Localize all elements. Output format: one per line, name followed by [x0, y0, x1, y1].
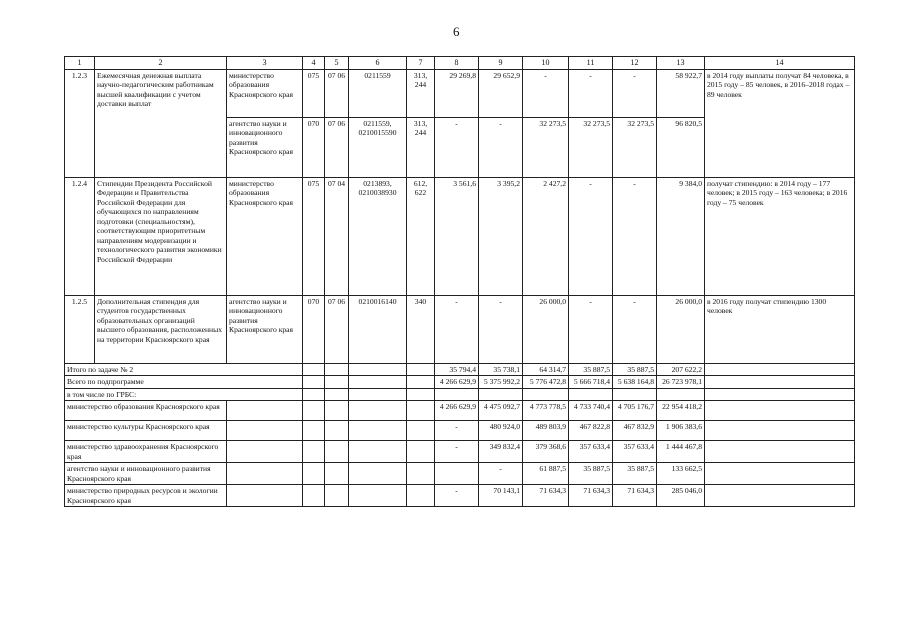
grbs-name: агентство науки и инновационного развития Красноярского края: [227, 118, 303, 178]
amount-2016: 61 887,5: [523, 463, 569, 485]
total-label: министерство природных ресурсов и экологии Красноярского края: [65, 485, 227, 507]
empty-cell: [349, 388, 407, 400]
section-code: 07 04: [325, 178, 349, 296]
empty-cell: [303, 421, 325, 441]
col-header: 10: [523, 57, 569, 70]
empty-cell: [407, 441, 435, 463]
empty-cell: [303, 441, 325, 463]
amount-2015: -: [479, 296, 523, 364]
amount-2016: 71 634,3: [523, 485, 569, 507]
amount-2014: 4 266 629,9: [435, 401, 479, 421]
amount-2017: -: [569, 70, 613, 118]
measure-name: Ежемесячная денежная выплата научно-педагогическим работникам высшей квалификации с учетом доставки выплат: [95, 70, 227, 178]
measure-number: 1.2.3: [65, 70, 95, 178]
amount-2014: -: [435, 441, 479, 463]
empty-cell: [303, 388, 325, 400]
amount-2015: -: [479, 463, 523, 485]
amount-2016: 4 773 778,5: [523, 401, 569, 421]
amount-2015: -: [479, 118, 523, 178]
empty-cell: [325, 388, 349, 400]
grbs-name: агентство науки и инновационного развития Красноярского края: [227, 296, 303, 364]
amount-2018: 32 273,5: [613, 118, 657, 178]
empty-cell: [349, 364, 407, 376]
col-header: 9: [479, 57, 523, 70]
amount-2018: 357 633,4: [613, 441, 657, 463]
total-row: [65, 421, 855, 441]
amount-2015: 480 924,0: [479, 421, 523, 441]
amount-2016: 379 368,6: [523, 441, 569, 463]
total-row: [65, 441, 855, 463]
empty-cell: [325, 376, 349, 388]
amount-2016: 26 000,0: [523, 296, 569, 364]
empty-cell: [407, 364, 435, 376]
amount-total: 9 384,0: [657, 178, 705, 296]
amount-2014: 35 794,4: [435, 364, 479, 376]
section-code: 07 06: [325, 70, 349, 118]
col-header: 1: [65, 57, 95, 70]
amount-2014: -: [435, 296, 479, 364]
amount-2014: -: [435, 118, 479, 178]
empty-cell: [227, 401, 303, 421]
empty-cell: [407, 376, 435, 388]
target-article: 0211559, 0210015590: [349, 118, 407, 178]
amount-2014: -: [435, 421, 479, 441]
amount-2014: [435, 463, 479, 485]
empty-cell: [479, 388, 523, 400]
empty-cell: [705, 376, 855, 388]
amount-2017: 71 634,3: [569, 485, 613, 507]
col-header: 8: [435, 57, 479, 70]
amount-2016: -: [523, 70, 569, 118]
amount-2015: 5 375 992,2: [479, 376, 523, 388]
amount-total: 96 820,5: [657, 118, 705, 178]
grbs-code: 070: [303, 296, 325, 364]
expense-type: 612, 622: [407, 178, 435, 296]
amount-2017: 467 822,8: [569, 421, 613, 441]
empty-cell: [303, 463, 325, 485]
total-row: [65, 376, 855, 388]
empty-cell: [325, 364, 349, 376]
total-row: [65, 388, 855, 400]
amount-2018: 5 638 164,8: [613, 376, 657, 388]
amount-2017: 32 273,5: [569, 118, 613, 178]
empty-cell: [303, 401, 325, 421]
amount-2017: -: [569, 296, 613, 364]
amount-2018: 35 887,5: [613, 463, 657, 485]
empty-cell: [349, 401, 407, 421]
empty-cell: [303, 485, 325, 507]
table-row: [65, 296, 855, 364]
empty-cell: [303, 364, 325, 376]
amount-2017: -: [569, 178, 613, 296]
empty-cell: [705, 401, 855, 421]
col-header: 7: [407, 57, 435, 70]
amount-2015: 3 395,2: [479, 178, 523, 296]
total-label: Всего по подпрограмме: [65, 376, 303, 388]
empty-cell: [705, 421, 855, 441]
grbs-name: министерство образования Красноярского края: [227, 70, 303, 118]
grbs-name: министерство образования Красноярского края: [227, 178, 303, 296]
total-row: [65, 364, 855, 376]
empty-cell: [435, 388, 479, 400]
expense-type: 340: [407, 296, 435, 364]
measure-name: Стипендии Президента Российской Федерации и Правительства Российской Федерации для обучающихся по направлениям подготовки (специальностям), соответствующим приоритетным направлениям модернизации и технологического развития экономики Российской Федерации: [95, 178, 227, 296]
expected-result: получат стипендию: в 2014 году – 177 человек; в 2015 году – 163 человека; в 2016 году – 75 человек: [705, 178, 855, 296]
empty-cell: [227, 485, 303, 507]
amount-2018: 71 634,3: [613, 485, 657, 507]
section-code: 07 06: [325, 296, 349, 364]
empty-cell: [705, 388, 855, 400]
empty-cell: [349, 421, 407, 441]
amount-total: 285 046,0: [657, 485, 705, 507]
measure-number: 1.2.5: [65, 296, 95, 364]
measure-name: Дополнительная стипендия для студентов государственных образовательных организаций высшего образования, расположенных на территории Красноярского края: [95, 296, 227, 364]
amount-2017: 35 887,5: [569, 364, 613, 376]
empty-cell: [613, 388, 657, 400]
empty-cell: [227, 421, 303, 441]
amount-2017: 5 666 718,4: [569, 376, 613, 388]
amount-total: 26 723 978,1: [657, 376, 705, 388]
subprogram-measures-table: [64, 56, 855, 507]
amount-2016: 2 427,2: [523, 178, 569, 296]
total-row: [65, 463, 855, 485]
target-article: 0210016140: [349, 296, 407, 364]
total-row: [65, 401, 855, 421]
amount-2014: 4 266 629,9: [435, 376, 479, 388]
table-row: [65, 178, 855, 296]
total-label: агентство науки и инновационного развития Красноярского края: [65, 463, 227, 485]
grbs-code: 075: [303, 178, 325, 296]
empty-cell: [705, 463, 855, 485]
col-header: 13: [657, 57, 705, 70]
empty-cell: [407, 463, 435, 485]
amount-2016: 32 273,5: [523, 118, 569, 178]
expected-result: в 2016 году получат стипендию 1300 человек: [705, 296, 855, 364]
empty-cell: [657, 388, 705, 400]
empty-cell: [325, 463, 349, 485]
amount-total: 1 444 467,8: [657, 441, 705, 463]
expected-result: в 2014 году выплаты получат 84 человека, в 2015 году – 85 человек, в 2016–2018 годах – 89 человек: [705, 70, 855, 178]
amount-2018: -: [613, 70, 657, 118]
empty-cell: [407, 388, 435, 400]
total-label: министерство здравоохранения Красноярского края: [65, 441, 227, 463]
amount-2016: 5 776 472,8: [523, 376, 569, 388]
measure-number: 1.2.4: [65, 178, 95, 296]
amount-total: 58 922,7: [657, 70, 705, 118]
empty-cell: [407, 485, 435, 507]
column-number-row: [65, 57, 855, 70]
amount-2017: 4 733 740,4: [569, 401, 613, 421]
empty-cell: [349, 441, 407, 463]
empty-cell: [227, 463, 303, 485]
amount-2017: 357 633,4: [569, 441, 613, 463]
target-article: 0211559: [349, 70, 407, 118]
page-number: 6: [453, 24, 460, 39]
col-header: 2: [95, 57, 227, 70]
col-header: 5: [325, 57, 349, 70]
empty-cell: [705, 441, 855, 463]
amount-2018: -: [613, 296, 657, 364]
amount-total: 133 662,5: [657, 463, 705, 485]
amount-2018: 35 887,5: [613, 364, 657, 376]
empty-cell: [325, 441, 349, 463]
amount-2018: -: [613, 178, 657, 296]
target-article: 0213893, 0210038930: [349, 178, 407, 296]
empty-cell: [705, 485, 855, 507]
total-label: министерство образования Красноярского края: [65, 401, 227, 421]
empty-cell: [523, 388, 569, 400]
empty-cell: [349, 376, 407, 388]
amount-2017: 35 887,5: [569, 463, 613, 485]
amount-2016: 64 314,7: [523, 364, 569, 376]
col-header: 12: [613, 57, 657, 70]
table-row: [65, 70, 855, 118]
amount-2015: 4 475 092,7: [479, 401, 523, 421]
expense-type: 313, 244: [407, 118, 435, 178]
empty-cell: [407, 421, 435, 441]
amount-2015: 35 738,1: [479, 364, 523, 376]
empty-cell: [227, 441, 303, 463]
total-label: в том числе по ГРБС:: [65, 388, 303, 400]
amount-total: 1 906 383,6: [657, 421, 705, 441]
amount-2015: 70 143,1: [479, 485, 523, 507]
empty-cell: [569, 388, 613, 400]
empty-cell: [705, 364, 855, 376]
expense-type: 313, 244: [407, 70, 435, 118]
empty-cell: [325, 401, 349, 421]
grbs-code: 075: [303, 70, 325, 118]
amount-total: 22 954 418,2: [657, 401, 705, 421]
amount-2018: 467 832,9: [613, 421, 657, 441]
amount-2015: 29 652,9: [479, 70, 523, 118]
empty-cell: [407, 401, 435, 421]
empty-cell: [325, 421, 349, 441]
total-label: министерство культуры Красноярского края: [65, 421, 227, 441]
total-label: Итого по задаче № 2: [65, 364, 303, 376]
col-header: 11: [569, 57, 613, 70]
amount-2014: 29 269,8: [435, 70, 479, 118]
empty-cell: [325, 485, 349, 507]
col-header: 6: [349, 57, 407, 70]
amount-2018: 4 705 176,7: [613, 401, 657, 421]
grbs-code: 070: [303, 118, 325, 178]
section-code: 07 06: [325, 118, 349, 178]
amount-total: 207 622,2: [657, 364, 705, 376]
empty-cell: [349, 463, 407, 485]
empty-cell: [349, 485, 407, 507]
empty-cell: [303, 376, 325, 388]
amount-2014: -: [435, 485, 479, 507]
col-header: 4: [303, 57, 325, 70]
amount-total: 26 000,0: [657, 296, 705, 364]
amount-2016: 489 803,9: [523, 421, 569, 441]
total-row: [65, 485, 855, 507]
amount-2015: 349 832,4: [479, 441, 523, 463]
amount-2014: 3 561,6: [435, 178, 479, 296]
col-header: 14: [705, 57, 855, 70]
col-header: 3: [227, 57, 303, 70]
